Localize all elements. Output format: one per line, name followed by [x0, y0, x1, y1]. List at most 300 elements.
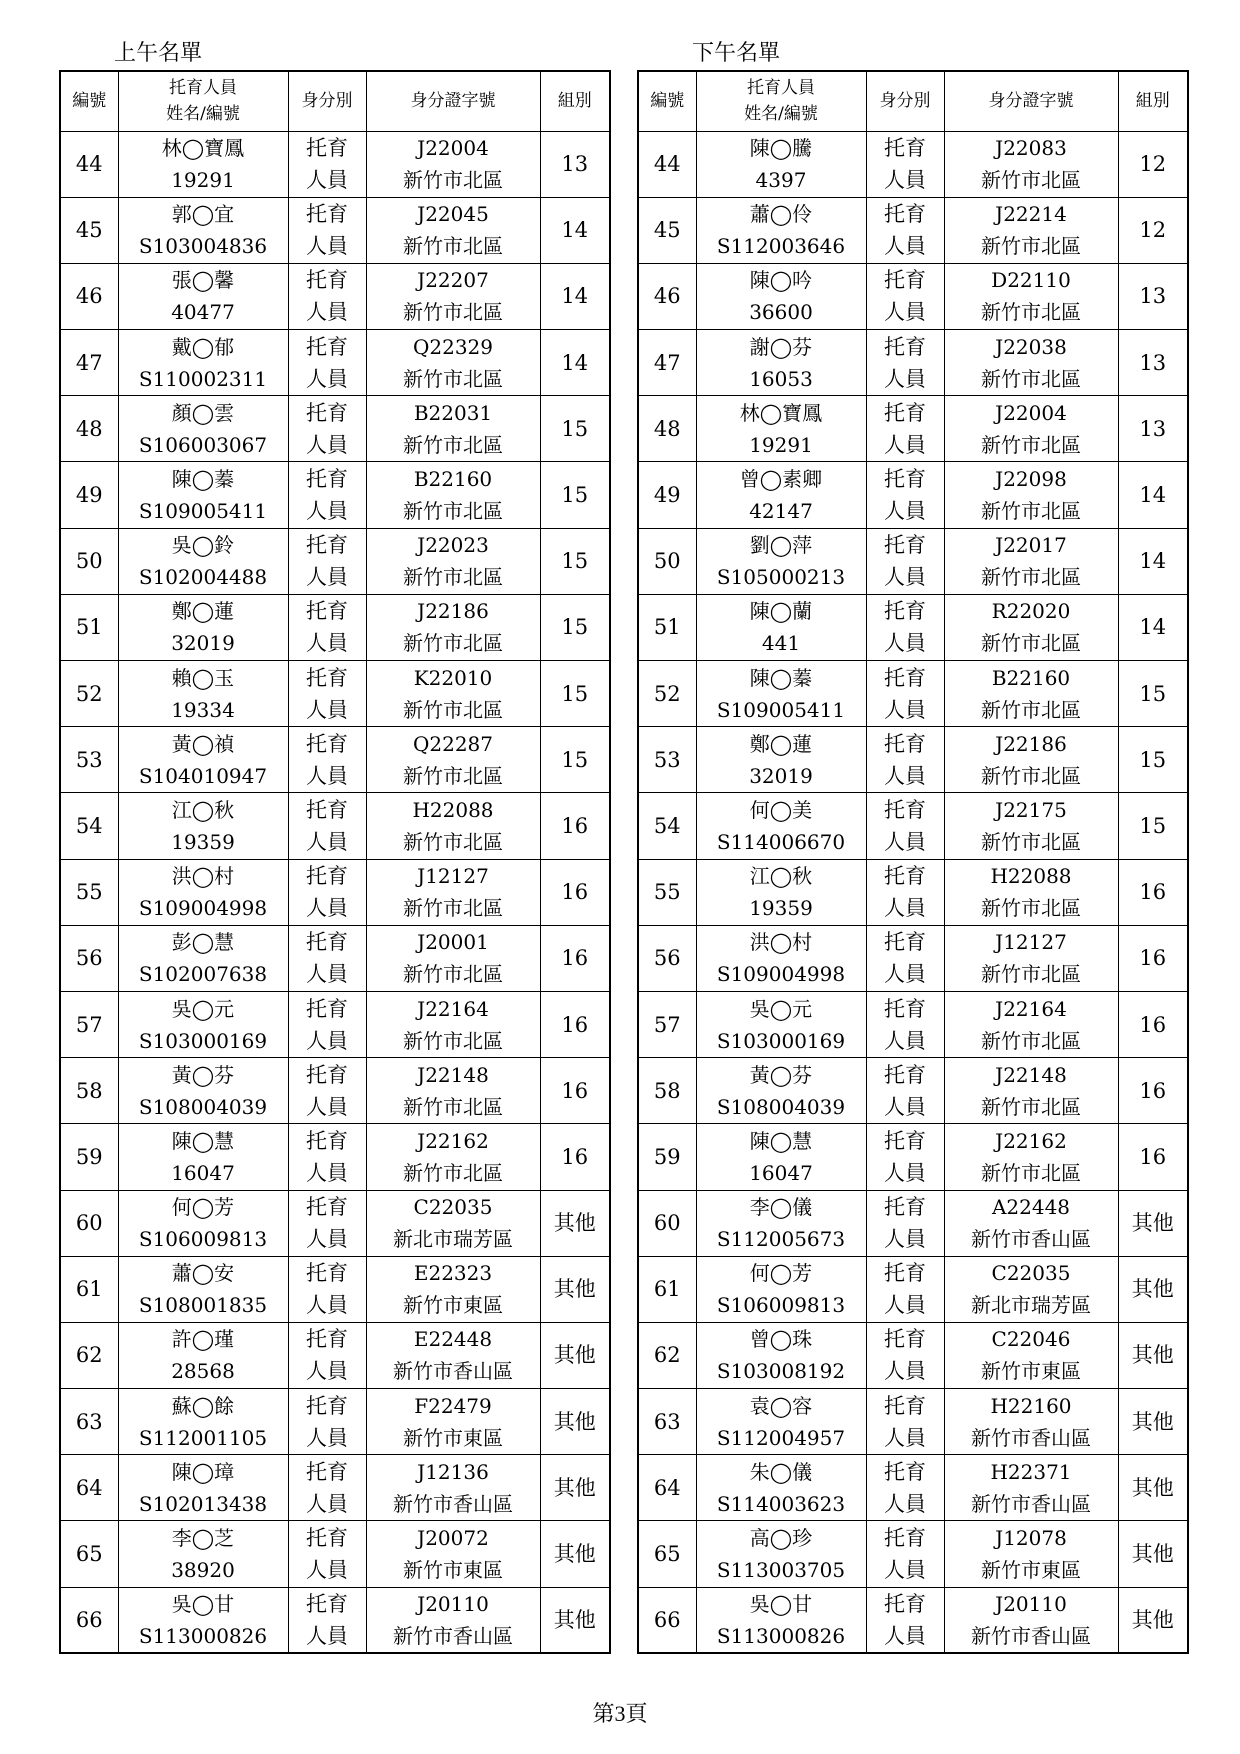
- id-number: J22083: [995, 136, 1067, 161]
- caregiver-code: S112003646: [716, 234, 846, 259]
- identity-type-line2: 人員: [306, 1028, 348, 1053]
- row-number: 47: [60, 330, 118, 396]
- identity-type-line2: 人員: [306, 499, 348, 524]
- identity-type-line2: 人員: [306, 234, 348, 259]
- id-number: J12078: [995, 1526, 1067, 1551]
- caregiver-code: 32019: [171, 631, 235, 656]
- caregiver-cell: [696, 396, 866, 462]
- identity-type-line2: 人員: [884, 1160, 926, 1185]
- table-row: [60, 661, 610, 727]
- caregiver-cell: [118, 594, 288, 660]
- id-cell: [944, 1058, 1118, 1124]
- group-cell: 16: [540, 925, 610, 991]
- table-header-row: [638, 71, 1188, 131]
- district: 新竹市北區: [981, 300, 1081, 325]
- identity-type-line1: 托育: [306, 1128, 348, 1153]
- id-number: C22046: [991, 1327, 1071, 1352]
- row-number: 52: [60, 661, 118, 727]
- identity-type-line2: 人員: [306, 1359, 348, 1384]
- identity-type-line1: 托育: [884, 467, 926, 492]
- group-cell: 13: [1118, 330, 1188, 396]
- identity-type-cell: [288, 330, 366, 396]
- id-cell: [366, 594, 540, 660]
- row-number: 48: [638, 396, 696, 462]
- identity-type-line1: 托育: [306, 1195, 348, 1220]
- caregiver-cell: [696, 330, 866, 396]
- identity-type-cell: [288, 859, 366, 925]
- identity-type-line2: 人員: [306, 432, 348, 457]
- caregiver-code: S106009813: [716, 1293, 846, 1318]
- id-cell: [944, 197, 1118, 263]
- district: 新竹市北區: [981, 1160, 1081, 1185]
- caregiver-code: 40477: [171, 300, 235, 325]
- district: 新竹市北區: [403, 763, 503, 788]
- identity-type-cell: [866, 1190, 944, 1256]
- id-number: J22004: [417, 136, 489, 161]
- group-cell: 其他: [1118, 1190, 1188, 1256]
- district: 新竹市東區: [403, 1558, 503, 1583]
- identity-type-line1: 托育: [306, 400, 348, 425]
- group-cell: 14: [540, 263, 610, 329]
- id-number: H22371: [990, 1459, 1072, 1484]
- caregiver-cell: [118, 396, 288, 462]
- id-number: J22162: [995, 1128, 1067, 1153]
- id-number: J12136: [417, 1459, 489, 1484]
- caregiver-code: S109004998: [138, 896, 268, 921]
- table-row: [638, 661, 1188, 727]
- caregiver-name: 陳◯騰: [749, 136, 813, 161]
- caregiver-code: S110002311: [138, 366, 268, 391]
- row-number: 59: [638, 1124, 696, 1190]
- group-cell: 16: [1118, 1058, 1188, 1124]
- id-number: J22214: [995, 202, 1067, 227]
- identity-type-line2: 人員: [884, 168, 926, 193]
- caregiver-code: S103008192: [716, 1359, 846, 1384]
- caregiver-code: S103000169: [138, 1028, 268, 1053]
- row-number: 60: [638, 1190, 696, 1256]
- id-cell: [366, 925, 540, 991]
- row-number: 58: [60, 1058, 118, 1124]
- caregiver-name: 鄭◯蓮: [171, 599, 235, 624]
- group-cell: 14: [1118, 462, 1188, 528]
- caregiver-cell: [696, 462, 866, 528]
- identity-type-line1: 托育: [884, 334, 926, 359]
- header-name-line1: 托育人員: [747, 78, 815, 99]
- group-cell: 其他: [540, 1256, 610, 1322]
- group-cell: 16: [1118, 925, 1188, 991]
- district: 新竹市北區: [403, 697, 503, 722]
- group-cell: 15: [1118, 793, 1188, 859]
- identity-type-line1: 托育: [306, 665, 348, 690]
- group-cell: 其他: [540, 1521, 610, 1587]
- table-row: [60, 528, 610, 594]
- row-number: 60: [60, 1190, 118, 1256]
- caregiver-cell: [696, 1587, 866, 1653]
- id-number: Q22329: [412, 334, 494, 359]
- identity-type-line2: 人員: [306, 565, 348, 590]
- identity-type-line1: 托育: [306, 797, 348, 822]
- table-row: [638, 1587, 1188, 1653]
- id-number: J22186: [995, 731, 1067, 756]
- group-cell: 16: [540, 1124, 610, 1190]
- id-cell: [366, 528, 540, 594]
- caregiver-cell: [696, 661, 866, 727]
- identity-type-cell: [866, 263, 944, 329]
- id-number: B22031: [413, 400, 493, 425]
- group-cell: 13: [1118, 263, 1188, 329]
- group-cell: 其他: [540, 1455, 610, 1521]
- table-row: [638, 131, 1188, 197]
- group-cell: 12: [1118, 131, 1188, 197]
- table-row: [60, 1521, 610, 1587]
- caregiver-name: 陳◯吟: [749, 268, 813, 293]
- district: 新竹市北區: [403, 234, 503, 259]
- identity-type-cell: [288, 991, 366, 1057]
- identity-type-line2: 人員: [884, 896, 926, 921]
- row-number: 62: [60, 1322, 118, 1388]
- identity-type-cell: [288, 396, 366, 462]
- id-number: K22010: [413, 665, 493, 690]
- id-number: J22164: [417, 996, 489, 1021]
- identity-type-line2: 人員: [884, 763, 926, 788]
- id-cell: [944, 263, 1118, 329]
- table-row: [638, 1124, 1188, 1190]
- id-number: D22110: [991, 268, 1071, 293]
- caregiver-name: 林◯寶鳳: [739, 400, 823, 425]
- district: 新竹市北區: [403, 829, 503, 854]
- id-cell: [366, 793, 540, 859]
- district: 新竹市北區: [403, 631, 503, 656]
- row-number: 48: [60, 396, 118, 462]
- identity-type-line1: 托育: [306, 996, 348, 1021]
- identity-type-line1: 托育: [884, 1459, 926, 1484]
- row-number: 65: [638, 1521, 696, 1587]
- district: 新竹市香山區: [971, 1425, 1091, 1450]
- caregiver-name: 顏◯雲: [171, 400, 235, 425]
- identity-type-cell: [866, 197, 944, 263]
- district: 新竹市北區: [981, 1028, 1081, 1053]
- row-number: 54: [60, 793, 118, 859]
- identity-type-cell: [288, 1521, 366, 1587]
- row-number: 64: [60, 1455, 118, 1521]
- caregiver-name: 洪◯村: [171, 864, 235, 889]
- identity-type-line2: 人員: [884, 1623, 926, 1648]
- identity-type-cell: [866, 594, 944, 660]
- district: 新竹市北區: [981, 631, 1081, 656]
- row-number: 63: [638, 1389, 696, 1455]
- caregiver-cell: [696, 727, 866, 793]
- identity-type-line1: 托育: [884, 1195, 926, 1220]
- caregiver-name: 洪◯村: [749, 930, 813, 955]
- district: 新北市瑞芳區: [971, 1293, 1091, 1318]
- id-cell: [366, 1256, 540, 1322]
- caregiver-name: 張◯馨: [171, 268, 235, 293]
- identity-type-line2: 人員: [884, 432, 926, 457]
- caregiver-code: S113000826: [716, 1623, 846, 1648]
- caregiver-name: 李◯芝: [171, 1526, 235, 1551]
- table-row: [60, 263, 610, 329]
- identity-type-cell: [866, 1521, 944, 1587]
- district: 新竹市香山區: [971, 1491, 1091, 1516]
- header-name-line1: 托育人員: [169, 78, 237, 99]
- table-row: [60, 859, 610, 925]
- caregiver-code: S102007638: [138, 962, 268, 987]
- id-cell: [944, 1256, 1118, 1322]
- group-cell: 14: [540, 197, 610, 263]
- district: 新竹市東區: [981, 1558, 1081, 1583]
- identity-type-cell: [866, 528, 944, 594]
- identity-type-line2: 人員: [884, 1491, 926, 1516]
- identity-type-cell: [288, 661, 366, 727]
- identity-type-line2: 人員: [884, 829, 926, 854]
- caregiver-code: S114003623: [716, 1491, 846, 1516]
- caregiver-cell: [696, 1455, 866, 1521]
- header-name-line2: 姓名/編號: [166, 104, 240, 125]
- caregiver-name: 謝◯芬: [749, 334, 813, 359]
- row-number: 49: [638, 462, 696, 528]
- identity-type-line2: 人員: [306, 829, 348, 854]
- identity-type-line1: 托育: [884, 1327, 926, 1352]
- caregiver-code: S103004836: [138, 234, 268, 259]
- identity-type-line2: 人員: [306, 1623, 348, 1648]
- group-cell: 15: [540, 661, 610, 727]
- caregiver-cell: [118, 330, 288, 396]
- identity-type-line2: 人員: [884, 1227, 926, 1252]
- id-number: J22148: [417, 1062, 489, 1087]
- group-cell: 15: [540, 528, 610, 594]
- id-number: C22035: [413, 1195, 493, 1220]
- identity-type-line2: 人員: [306, 1227, 348, 1252]
- id-number: J20110: [995, 1591, 1067, 1616]
- id-number: E22323: [413, 1261, 493, 1286]
- group-cell: 其他: [540, 1389, 610, 1455]
- row-number: 58: [638, 1058, 696, 1124]
- id-cell: [366, 1190, 540, 1256]
- id-cell: [944, 727, 1118, 793]
- group-cell: 15: [540, 727, 610, 793]
- identity-type-line1: 托育: [306, 1526, 348, 1551]
- identity-type-cell: [866, 1256, 944, 1322]
- afternoon-roster: [637, 38, 1187, 1654]
- identity-type-line2: 人員: [884, 366, 926, 391]
- identity-type-cell: [866, 462, 944, 528]
- identity-type-line1: 托育: [306, 930, 348, 955]
- group-cell: 12: [1118, 197, 1188, 263]
- id-number: H22160: [990, 1393, 1072, 1418]
- identity-type-line1: 托育: [306, 1459, 348, 1484]
- identity-type-line1: 托育: [884, 268, 926, 293]
- table-row: [60, 1455, 610, 1521]
- caregiver-name: 黃◯芬: [171, 1062, 235, 1087]
- caregiver-code: S109005411: [716, 697, 846, 722]
- identity-type-line1: 托育: [884, 665, 926, 690]
- id-cell: [944, 1322, 1118, 1388]
- district: 新竹市北區: [403, 962, 503, 987]
- caregiver-name: 陳◯慧: [749, 1128, 813, 1153]
- identity-type-cell: [866, 131, 944, 197]
- id-cell: [944, 594, 1118, 660]
- group-cell: 16: [1118, 991, 1188, 1057]
- caregiver-code: S108001835: [138, 1293, 268, 1318]
- group-cell: 16: [540, 793, 610, 859]
- caregiver-name: 何◯芳: [749, 1261, 813, 1286]
- caregiver-name: 林◯寶鳳: [161, 136, 245, 161]
- caregiver-code: S106009813: [138, 1227, 268, 1252]
- district: 新竹市香山區: [393, 1359, 513, 1384]
- identity-type-line2: 人員: [306, 697, 348, 722]
- identity-type-line1: 托育: [884, 1591, 926, 1616]
- district: 新竹市東區: [403, 1425, 503, 1450]
- identity-type-cell: [288, 1587, 366, 1653]
- row-number: 45: [638, 197, 696, 263]
- id-number: Q22287: [412, 731, 494, 756]
- district: 新竹市北區: [981, 896, 1081, 921]
- caregiver-cell: [118, 197, 288, 263]
- header-name: [118, 71, 288, 131]
- identity-type-line2: 人員: [306, 1094, 348, 1119]
- table-row: [60, 1190, 610, 1256]
- identity-type-cell: [866, 1124, 944, 1190]
- table-row: [638, 330, 1188, 396]
- id-number: B22160: [413, 467, 493, 492]
- table-row: [60, 131, 610, 197]
- caregiver-name: 鄭◯蓮: [749, 731, 813, 756]
- caregiver-cell: [118, 462, 288, 528]
- caregiver-cell: [118, 1322, 288, 1388]
- caregiver-code: S113000826: [138, 1623, 268, 1648]
- district: 新竹市香山區: [393, 1491, 513, 1516]
- caregiver-code: S112005673: [716, 1227, 846, 1252]
- group-cell: 15: [1118, 661, 1188, 727]
- row-number: 57: [60, 991, 118, 1057]
- id-cell: [944, 661, 1118, 727]
- district: 新竹市北區: [981, 697, 1081, 722]
- id-cell: [366, 661, 540, 727]
- id-cell: [366, 330, 540, 396]
- identity-type-line1: 托育: [884, 136, 926, 161]
- identity-type-line2: 人員: [884, 631, 926, 656]
- id-cell: [944, 396, 1118, 462]
- identity-type-line1: 托育: [884, 1261, 926, 1286]
- identity-type-cell: [288, 1124, 366, 1190]
- row-number: 63: [60, 1389, 118, 1455]
- identity-type-line1: 托育: [306, 864, 348, 889]
- district: 新竹市北區: [403, 565, 503, 590]
- row-number: 50: [60, 528, 118, 594]
- identity-type-line2: 人員: [306, 1160, 348, 1185]
- table-row: [60, 1058, 610, 1124]
- id-number: J12127: [417, 864, 489, 889]
- id-number: J22045: [417, 202, 489, 227]
- caregiver-code: S104010947: [138, 763, 268, 788]
- identity-type-line1: 托育: [306, 136, 348, 161]
- table-row: [638, 263, 1188, 329]
- identity-type-line2: 人員: [884, 697, 926, 722]
- caregiver-name: 何◯芳: [171, 1195, 235, 1220]
- row-number: 52: [638, 661, 696, 727]
- identity-type-line1: 托育: [884, 930, 926, 955]
- caregiver-cell: [118, 1256, 288, 1322]
- identity-type-cell: [866, 661, 944, 727]
- table-row: [638, 1455, 1188, 1521]
- group-cell: 其他: [1118, 1587, 1188, 1653]
- caregiver-code: S108004039: [138, 1094, 268, 1119]
- id-cell: [366, 462, 540, 528]
- caregiver-name: 黃◯禎: [171, 731, 235, 756]
- identity-type-cell: [866, 1058, 944, 1124]
- row-number: 56: [60, 925, 118, 991]
- identity-type-line1: 托育: [306, 599, 348, 624]
- id-number: J20110: [417, 1591, 489, 1616]
- caregiver-name: 陳◯慧: [171, 1128, 235, 1153]
- caregiver-name: 何◯美: [749, 797, 813, 822]
- identity-type-cell: [288, 1190, 366, 1256]
- row-number: 46: [60, 263, 118, 329]
- identity-type-line2: 人員: [884, 1094, 926, 1119]
- id-cell: [366, 727, 540, 793]
- caregiver-code: 441: [761, 631, 801, 656]
- district: 新竹市北區: [981, 168, 1081, 193]
- table-row: [60, 1256, 610, 1322]
- table-row: [60, 396, 610, 462]
- caregiver-name: 蘇◯餘: [171, 1393, 235, 1418]
- table-row: [638, 991, 1188, 1057]
- district: 新竹市香山區: [393, 1623, 513, 1648]
- caregiver-cell: [118, 263, 288, 329]
- caregiver-cell: [696, 925, 866, 991]
- caregiver-code: 28568: [171, 1359, 235, 1384]
- district: 新竹市北區: [981, 432, 1081, 457]
- id-cell: [944, 528, 1118, 594]
- identity-type-line2: 人員: [306, 300, 348, 325]
- row-number: 51: [638, 594, 696, 660]
- header-id: 身分證字號: [944, 71, 1118, 131]
- header-name-line2: 姓名/編號: [744, 104, 818, 125]
- id-cell: [366, 1521, 540, 1587]
- caregiver-cell: [118, 727, 288, 793]
- id-number: R22020: [991, 599, 1071, 624]
- table-row: [60, 594, 610, 660]
- caregiver-cell: [696, 263, 866, 329]
- caregiver-cell: [696, 793, 866, 859]
- district: 新竹市北區: [981, 829, 1081, 854]
- caregiver-code: S105000213: [716, 565, 846, 590]
- id-number: J20072: [417, 1526, 489, 1551]
- row-number: 57: [638, 991, 696, 1057]
- caregiver-cell: [118, 1521, 288, 1587]
- table-header-row: [60, 71, 610, 131]
- district: 新竹市北區: [403, 1028, 503, 1053]
- identity-type-line1: 托育: [306, 268, 348, 293]
- table-row: [638, 594, 1188, 660]
- id-number: B22160: [991, 665, 1071, 690]
- row-number: 56: [638, 925, 696, 991]
- caregiver-code: 38920: [171, 1558, 235, 1583]
- caregiver-name: 劉◯萍: [749, 533, 813, 558]
- caregiver-cell: [118, 1058, 288, 1124]
- identity-type-line2: 人員: [884, 1425, 926, 1450]
- header-name: [696, 71, 866, 131]
- group-cell: 其他: [540, 1587, 610, 1653]
- identity-type-cell: [288, 1389, 366, 1455]
- group-cell: 其他: [1118, 1322, 1188, 1388]
- id-number: J22162: [417, 1128, 489, 1153]
- id-cell: [366, 1389, 540, 1455]
- group-cell: 15: [540, 462, 610, 528]
- identity-type-line2: 人員: [306, 1293, 348, 1318]
- identity-type-line2: 人員: [884, 1359, 926, 1384]
- caregiver-code: S114006670: [716, 829, 846, 854]
